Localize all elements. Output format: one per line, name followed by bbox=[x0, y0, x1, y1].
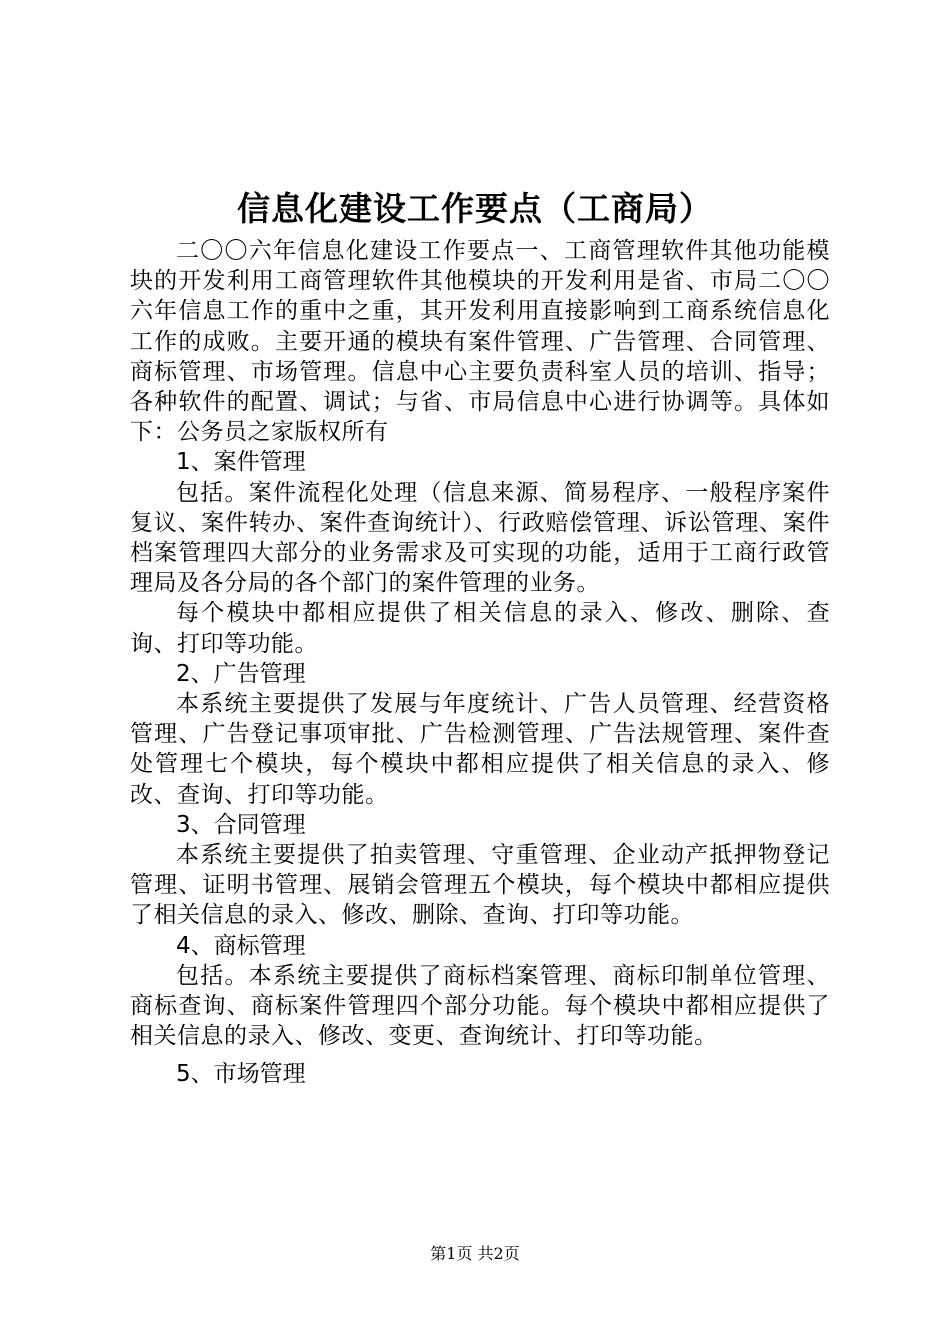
page-number-footer: 第1页 共2页 bbox=[430, 1244, 520, 1263]
section-paragraph: 本系统主要提供了拍卖管理、守重管理、企业动产抵押物登记管理、证明书管理、展销会管理五个模块，每个模块中都相应提供了相关信息的录入、修改、删除、查询、打印等功能。 bbox=[130, 842, 830, 929]
section-heading-case-management: 1、案件管理 bbox=[176, 449, 306, 476]
document-body bbox=[130, 236, 830, 1090]
intro-paragraph: 二〇〇六年信息化建设工作要点一、工商管理软件其他功能模块的开发利用工商管理软件其他模块的开发利用是省、市局二〇〇六年信息工作的重中之重，其开发利用直接影响到工商系统信息化工作的成败。主要开通的模块有案件管理、广告管理、合同管理、商标管理、市场管理。信息中心主要负责科室人员的培训、指导；各种软件的配置、调试；与省、市局信息中心进行协调等。具体如下：公务员之家版权所有 bbox=[130, 238, 830, 446]
section-heading-market-management: 5、市场管理 bbox=[176, 1061, 306, 1088]
section-heading-contract-management: 3、合同管理 bbox=[176, 811, 306, 838]
section-heading-advertising-management: 2、广告管理 bbox=[176, 660, 306, 687]
section-paragraph: 包括。本系统主要提供了商标档案管理、商标印制单位管理、商标查询、商标案件管理四个部分功能。每个模块中都相应提供了相关信息的录入、修改、变更、查询统计、打印等功能。 bbox=[130, 962, 830, 1050]
section-paragraph: 包括。案件流程化处理（信息来源、简易程序、一般程序案件复议、案件转办、案件查询统计）、行政赔偿管理、诉讼管理、案件档案管理四大部分的业务需求及可实现的功能，适用于工商行政管理局及各分局的各个部门的案件管理的业务。 bbox=[130, 479, 830, 597]
section-paragraph: 本系统主要提供了发展与年度统计、广告人员管理、经营资格管理、广告登记事项审批、广告检测管理、广告法规管理、案件查处管理七个模块，每个模块中都相应提供了相关信息的录入、修改、查询、打印等功能。 bbox=[130, 691, 830, 808]
section-heading-trademark-management: 4、商标管理 bbox=[176, 932, 306, 959]
document-title: 信息化建设工作要点（工商局） bbox=[237, 189, 713, 228]
section-paragraph: 每个模块中都相应提供了相关信息的录入、修改、删除、查询、打印等功能。 bbox=[130, 600, 830, 657]
